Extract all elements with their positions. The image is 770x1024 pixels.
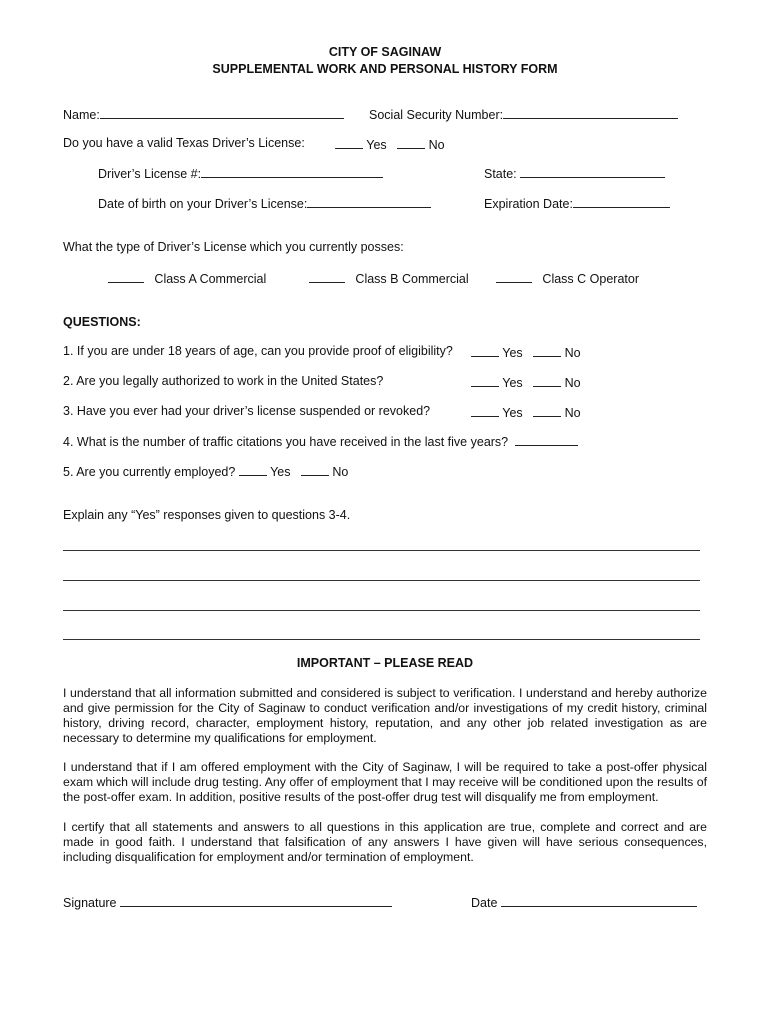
license-yes-no <box>335 136 445 153</box>
q2-no-blank[interactable] <box>533 374 561 387</box>
question-2-answers <box>471 374 581 391</box>
form-title: SUPPLEMENTAL WORK AND PERSONAL HISTORY FORM <box>212 62 558 76</box>
question-3: 3. Have you ever had your driver’s license suspended or revoked? <box>63 404 431 418</box>
ssn-label: Social Security Number: <box>369 108 504 122</box>
expiration-label: Expiration Date: <box>484 197 573 211</box>
class-c-option <box>496 270 639 287</box>
state-row <box>484 165 665 182</box>
q4-count-blank[interactable] <box>515 433 578 446</box>
explain-line-4[interactable] <box>63 639 700 640</box>
question-4: 4. What is the number of traffic citations you have received in the last five years? <box>63 435 509 449</box>
important-paragraph-1: I understand that all information submitted and considered is subject to verification. I understand and hereby authorize and give permission for the City of Saginaw to conduct verification and/or investigations of my credit history, criminal history, driving record, character, employment history, reputation, and any other job related investigation as are necessary to determine my qualifications for employment. <box>63 686 707 745</box>
city-title: CITY OF SAGINAW <box>328 45 442 59</box>
state-field[interactable] <box>520 165 665 178</box>
question-3-answers <box>471 404 581 421</box>
q5-yes-blank[interactable] <box>239 463 267 476</box>
no-label: No <box>332 465 349 479</box>
dob-row <box>98 195 431 212</box>
question-4-row <box>63 433 578 450</box>
expiration-field[interactable] <box>573 195 670 208</box>
license-yes-blank[interactable] <box>335 136 363 149</box>
license-question: Do you have a valid Texas Driver’s License: <box>63 136 305 150</box>
q2-yes-blank[interactable] <box>471 374 499 387</box>
important-heading: IMPORTANT – PLEASE READ <box>296 656 474 670</box>
dob-label: Date of birth on your Driver’s License: <box>98 197 308 211</box>
question-5: 5. Are you currently employed? <box>63 465 236 479</box>
question-2: 2. Are you legally authorized to work in the United States? <box>63 374 384 388</box>
q1-yes-blank[interactable] <box>471 344 499 357</box>
important-paragraph-2: I understand that if I am offered employment with the City of Saginaw, I will be required to take a post-offer physical exam which will include drug testing. Any offer of employment that I may receive will be conditioned upon the results of the post-offer exam. In addition, positive results of the post-offer drug test will disqualify me from employment. <box>63 760 707 804</box>
expiration-row <box>484 195 670 212</box>
date-field[interactable] <box>501 894 697 907</box>
signature-label: Signature <box>63 896 117 910</box>
date-row <box>471 894 697 911</box>
license-number-field[interactable] <box>201 165 383 178</box>
license-number-row <box>98 165 383 182</box>
no-label: No <box>564 346 581 360</box>
question-5-row <box>63 463 348 480</box>
license-type-question: What the type of Driver’s License which you currently posses: <box>63 240 404 254</box>
class-a-blank[interactable] <box>108 270 144 283</box>
license-number-label: Driver’s License #: <box>98 167 202 181</box>
explain-line-1[interactable] <box>63 550 700 551</box>
class-c-blank[interactable] <box>496 270 532 283</box>
no-label: No <box>428 138 445 152</box>
explain-line-2[interactable] <box>63 580 700 581</box>
ssn-row <box>369 106 678 123</box>
date-label: Date <box>471 896 498 910</box>
questions-heading: QUESTIONS: <box>63 315 141 329</box>
signature-row <box>63 894 392 911</box>
q5-no-blank[interactable] <box>301 463 329 476</box>
q3-yes-blank[interactable] <box>471 404 499 417</box>
class-c-label: Class C Operator <box>542 272 639 286</box>
name-field[interactable] <box>100 106 344 119</box>
question-1: 1. If you are under 18 years of age, can you provide proof of eligibility? <box>63 344 453 358</box>
state-label: State: <box>484 167 517 181</box>
question-1-answers <box>471 344 581 361</box>
important-paragraph-3: I certify that all statements and answers to all questions in this application are true, complete and correct and are made in good faith. I understand that falsification of any answers I have given will have serious consequences, including disqualification for employment and/or termination of employment. <box>63 820 707 864</box>
class-a-option <box>108 270 266 287</box>
class-b-blank[interactable] <box>309 270 345 283</box>
q3-no-blank[interactable] <box>533 404 561 417</box>
signature-field[interactable] <box>120 894 392 907</box>
name-label: Name: <box>63 108 100 122</box>
dob-field[interactable] <box>307 195 431 208</box>
no-label: No <box>564 406 581 420</box>
yes-label: Yes <box>502 346 523 360</box>
class-b-label: Class B Commercial <box>355 272 469 286</box>
class-a-label: Class A Commercial <box>154 272 267 286</box>
explain-label: Explain any “Yes” responses given to questions 3-4. <box>63 508 351 522</box>
yes-label: Yes <box>502 376 523 390</box>
yes-label: Yes <box>502 406 523 420</box>
class-b-option <box>309 270 469 287</box>
ssn-field[interactable] <box>503 106 678 119</box>
q1-no-blank[interactable] <box>533 344 561 357</box>
explain-line-3[interactable] <box>63 610 700 611</box>
no-label: No <box>564 376 581 390</box>
yes-label: Yes <box>366 138 387 152</box>
name-row <box>63 106 344 123</box>
yes-label: Yes <box>270 465 291 479</box>
license-no-blank[interactable] <box>397 136 425 149</box>
